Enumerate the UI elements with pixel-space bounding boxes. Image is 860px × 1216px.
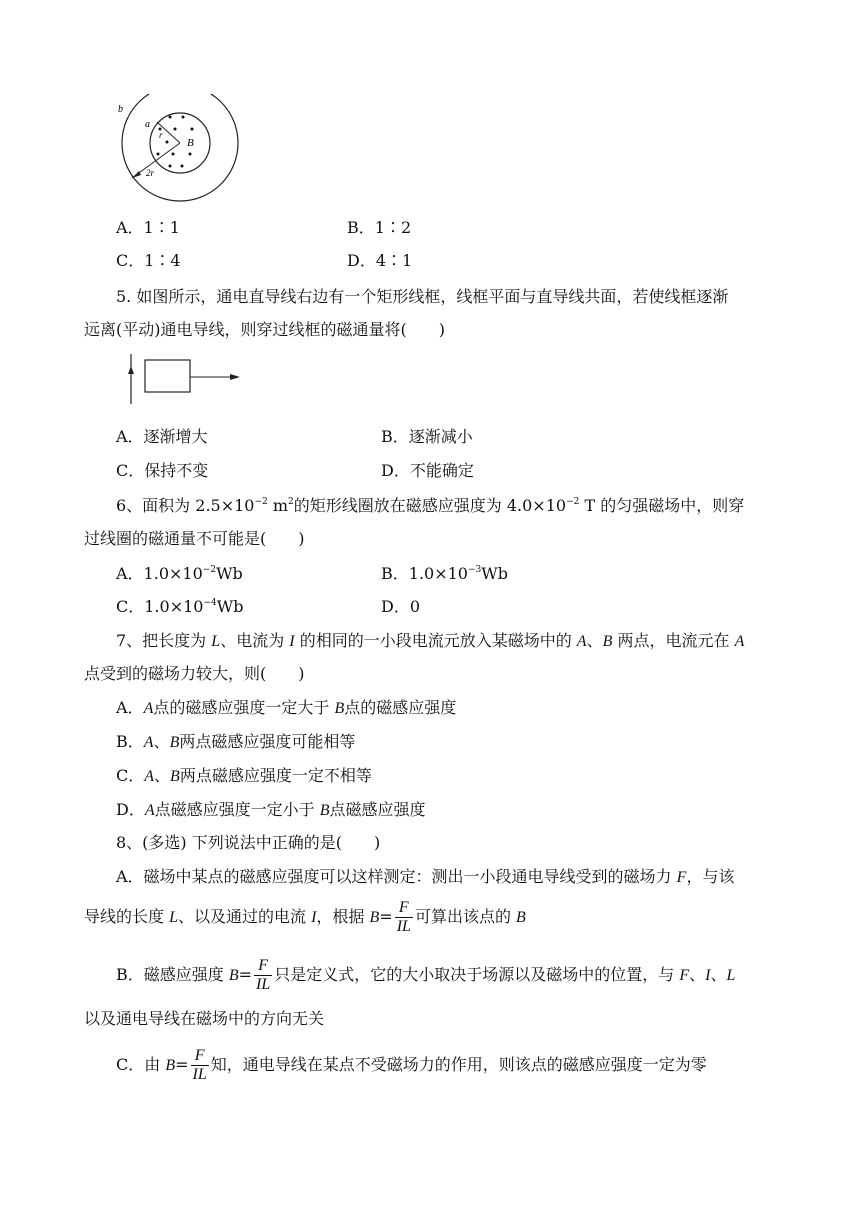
label-2r: 2r [146, 168, 155, 178]
q7-option-a: A．A点的磁感应强度一定大于 B点的磁感应强度 [116, 698, 457, 717]
q6-option-a: A．$1.0\times 10^{-2}Wb$ [116, 564, 243, 583]
wire-and-loop-figure [124, 350, 248, 406]
q6-option-c: C．$1.0\times 10^{-4}Wb$ [116, 597, 244, 616]
q7-option-d: D．A点磁感应强度一定小于 B点磁感应强度 [116, 800, 426, 819]
label-b: b [118, 104, 123, 115]
q5-option-a: A．逐渐增大 [116, 427, 208, 446]
label-a: a [145, 119, 150, 130]
q8-stem: 8、(多选) 下列说法中正确的是( ) [116, 833, 381, 852]
q4-option-a: A．1∶1 [116, 218, 180, 237]
q5-stem-line2: 远离(平动)通电导线，则穿过线框的磁通量将( ) [84, 320, 445, 339]
q7-stem-line1: 7、把长度为 L、电流为 I 的相同的一小段电流元放入某磁场中的 A、B 两点，电流元在 A [116, 631, 745, 650]
q8-option-a-line1: A．磁场中某点的磁感应强度可以这样测定：测出一小段通电导线受到的磁场力 F，与该 [116, 867, 735, 886]
q6-option-d: D．0 [381, 597, 421, 616]
q7-stem-line2: 点受到的磁场力较大，则( ) [84, 664, 305, 683]
q7-option-b: B．A、B两点磁感应强度可能相等 [116, 732, 356, 751]
formula-fraction: $\frac{F}{IL}$ [256, 957, 271, 993]
q5-option-d: D．不能确定 [381, 461, 474, 480]
q6-option-b: B．$1.0\times 10^{-3}Wb$ [381, 564, 508, 583]
q8-option-b-line2: 以及通电导线在磁场中的方向无关 [84, 1009, 325, 1028]
q4-option-c: C．1∶4 [116, 251, 181, 270]
outer-circle-b [122, 94, 238, 201]
current-arrow [128, 366, 134, 374]
q7-option-c: C．A、B两点磁感应强度一定不相等 [116, 766, 372, 785]
q5-stem-line1: 5. 如图所示，通电直导线右边有一个矩形线框，线框平面与直导线共面，若使线框逐渐 [116, 287, 729, 306]
formula-fraction: $\frac{F}{IL}$ [192, 1047, 207, 1083]
rectangular-loop [145, 360, 190, 392]
formula-fraction: $\frac{F}{IL}$ [396, 899, 411, 935]
q4-option-d: D．4∶1 [347, 251, 413, 270]
motion-arrowhead [230, 374, 240, 380]
q8-option-b-line1: B．磁感应强度 B= $\frac{F}{IL}$ 只是定义式，它的大小取决于场源以及磁场中的位置，与 F、I、L [116, 957, 736, 993]
label-r: r [159, 130, 163, 140]
concentric-circles-figure [112, 94, 244, 204]
q6-stem-line1: 6、面积为 $2.5\times 10^{-2}$ $m^2$的矩形线圈放在磁感应强度为 $4.0\times 10^{-2}$ T 的匀强磁场中，则穿 [116, 496, 745, 515]
q5-option-c: C．保持不变 [116, 461, 209, 480]
q8-option-c: C．由 B= $\frac{F}{IL}$ 知，通电导线在某点不受磁场力的作用，则该点的磁感应强度一定为零 [116, 1047, 707, 1083]
q5-option-b: B．逐渐减小 [381, 427, 473, 446]
q8-option-a-line2: 导线的长度 L、以及通过的电流 I，根据 B= $\frac{F}{IL}$ 可算出该点的 B [84, 899, 526, 935]
label-B: B [187, 137, 194, 149]
q6-stem-line2: 过线圈的磁通量不可能是( ) [84, 529, 305, 548]
q4-option-b: B．1∶2 [347, 218, 412, 237]
